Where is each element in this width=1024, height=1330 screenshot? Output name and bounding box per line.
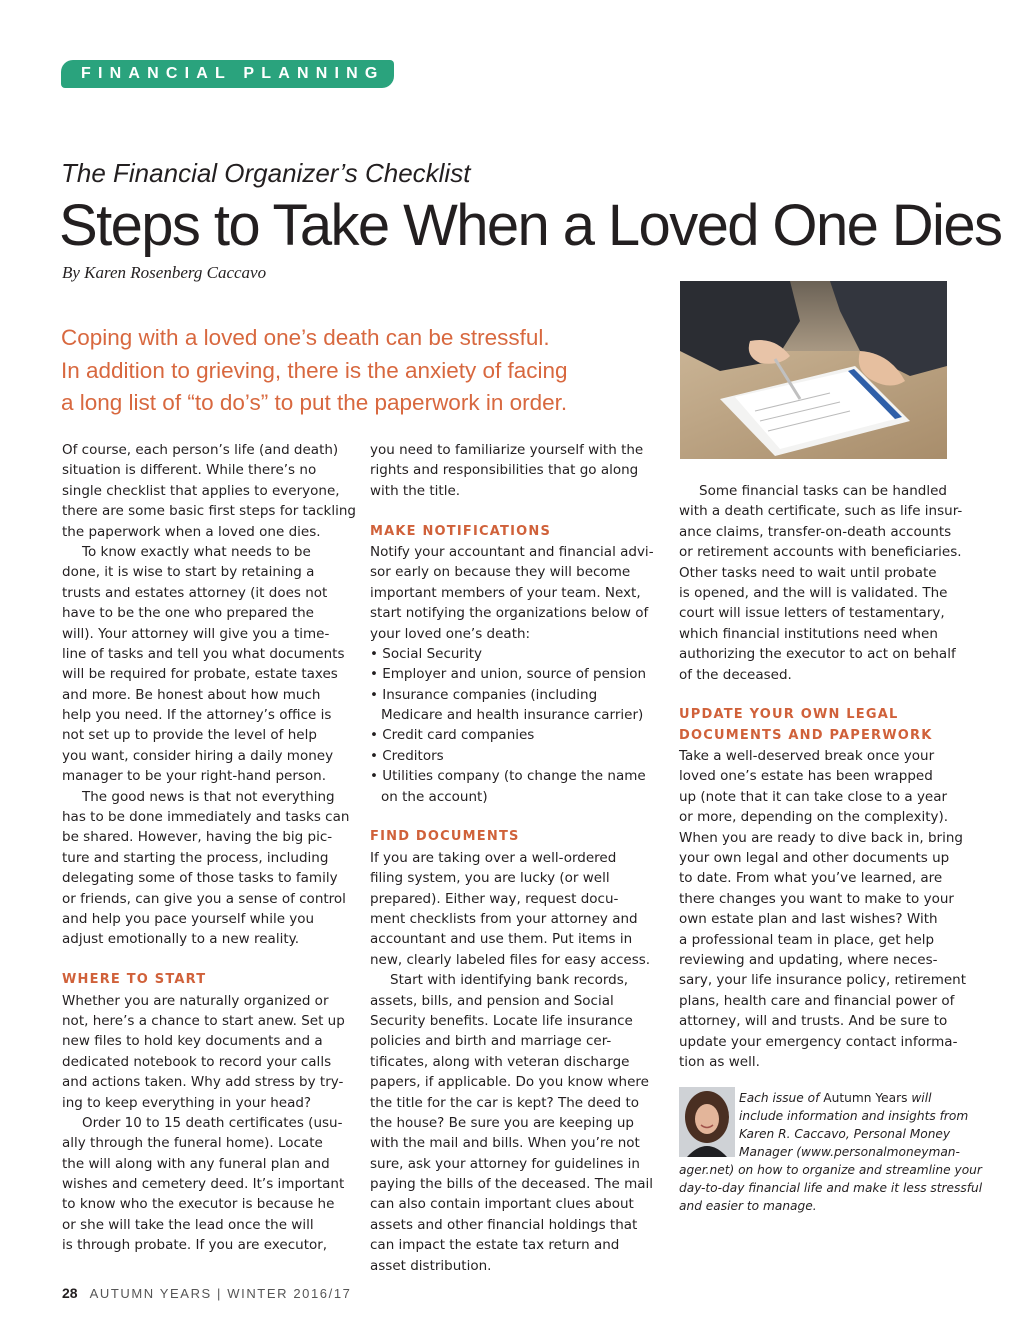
- bio-text: will: [907, 1091, 932, 1105]
- body-text-line: Medicare and health insurance carrier): [381, 707, 644, 724]
- body-text-line: your own legal and other documents up: [679, 850, 950, 867]
- body-text-line: Other tasks need to wait until probate: [679, 564, 937, 581]
- body-text-line: is opened, and the will is validated. The: [679, 584, 948, 601]
- body-text-line: If you are taking over a well-ordered: [370, 849, 617, 866]
- body-text-line: and more. Be honest about how much: [62, 686, 321, 703]
- body-text-line: be shared. However, having the big pic-: [62, 829, 333, 846]
- hero-photo: [680, 281, 947, 459]
- section-heading: MAKE NOTIFICATIONS: [370, 523, 552, 539]
- body-text-line: you need to familiarize yourself with the: [370, 442, 644, 458]
- body-text-line: sor early on because they will become: [370, 564, 631, 581]
- paragraph-spacer: [62, 950, 356, 970]
- body-text-line: or she will take the lead once the will: [62, 1216, 314, 1233]
- bio-text: ager.net) on how to organize and streamline your: [679, 1163, 982, 1177]
- bio-text: include information and insights from: [739, 1109, 969, 1123]
- bullet-item: • Creditors: [370, 747, 444, 764]
- body-text-line: will be required for probate, estate taxes: [62, 666, 338, 683]
- body-text-line: on the account): [381, 788, 488, 805]
- body-text-line: ally through the funeral home). Locate: [62, 1135, 323, 1152]
- body-text-line: Some financial tasks can be handled: [699, 483, 947, 499]
- body-text-line: you want, consider hiring a daily money: [62, 747, 334, 764]
- article-column-2: [370, 440, 654, 1276]
- bullet-item: • Employer and union, source of pension: [370, 666, 647, 683]
- body-text-line: not, here’s a chance to start anew. Set up: [62, 1012, 345, 1029]
- body-text-line: to date. From what you’ve learned, are: [679, 870, 943, 887]
- deck-line: In addition to grieving, there is the anxiety of facing: [61, 357, 568, 383]
- bullet-item: • Social Security: [370, 645, 483, 662]
- bullet-item: • Insurance companies (including: [370, 686, 598, 703]
- body-text-line: assets and other financial holdings that: [370, 1216, 638, 1233]
- body-text-line: there are some basic first steps for tackling: [62, 503, 356, 520]
- body-text-line: with the mail and bills. When you’re not: [370, 1135, 640, 1152]
- body-text-line: of the deceased.: [679, 666, 792, 683]
- body-text-line: update your emergency contact informa-: [679, 1033, 958, 1050]
- bullet-item: • Credit card companies: [370, 727, 535, 744]
- body-text-line: Security benefits. Locate life insurance: [370, 1012, 633, 1029]
- body-text-line: have to be the one who prepared the: [62, 605, 314, 622]
- body-text-line: the paperwork when a loved one dies.: [62, 523, 321, 540]
- paragraph-spacer: [370, 807, 654, 827]
- bio-text: Karen R. Caccavo, Personal Money: [739, 1127, 951, 1141]
- body-text-line: the house? Be sure you are keeping up: [370, 1114, 634, 1131]
- body-text-line: prepared). Either way, request docu-: [370, 890, 619, 907]
- body-text-line: with a death certificate, such as life insur-: [679, 503, 963, 520]
- hands-signing-document-image: [680, 281, 947, 459]
- body-text-line: new, clearly labeled files for easy access.: [370, 951, 651, 968]
- body-text-line: The good news is that not everything: [82, 788, 335, 805]
- body-text-line: new files to hold key documents and a: [62, 1033, 323, 1050]
- body-text-line: sure, ask your attorney for guidelines in: [370, 1155, 640, 1172]
- body-text-line: tificates, along with veteran discharge: [370, 1053, 630, 1070]
- body-text-line: done, it is wise to start by retaining a: [62, 564, 315, 581]
- body-text-line: loved one’s estate has been wrapped: [679, 768, 933, 785]
- body-text-line: Notify your accountant and financial advi-: [370, 543, 654, 560]
- body-text-line: there changes you want to make to your: [679, 890, 954, 907]
- body-text-line: not set up to provide the level of help: [62, 727, 317, 744]
- body-text-line: or retirement accounts with beneficiaries.: [679, 544, 962, 561]
- body-text-line: which financial institutions need when: [679, 625, 938, 642]
- article-headline: Steps to Take When a Loved One Dies: [59, 193, 1002, 258]
- page-footer: [62, 1285, 352, 1301]
- body-text-line: ing to keep everything in your head?: [62, 1094, 312, 1111]
- body-text-line: rights and responsibilities that go along: [370, 462, 639, 479]
- body-text-line: filing system, you are lucky (or well: [370, 870, 610, 887]
- body-text-line: sary, your life insurance policy, retirement: [679, 972, 967, 989]
- body-text-line: delegating some of those tasks to family: [62, 870, 338, 887]
- body-text-line: or more, depending on the complexity).: [679, 809, 949, 826]
- deck-line: Coping with a loved one’s death can be stressful.: [61, 325, 550, 350]
- bio-text: day-to-day financial life and make it less stressful: [679, 1181, 983, 1195]
- bio-text: Each issue of: [739, 1091, 824, 1105]
- body-text-line: When you are ready to dive back in, bring: [679, 829, 963, 846]
- body-text-line: wishes and cemetery deed. It’s important: [62, 1176, 345, 1193]
- publication-name: Autumn Years: [823, 1091, 908, 1105]
- body-text-line: manager to be your right-hand person.: [62, 768, 327, 785]
- article-column-3: [679, 481, 966, 1072]
- body-text-line: asset distribution.: [370, 1257, 492, 1274]
- body-text-line: up (note that it can take close to a year: [679, 788, 948, 805]
- body-text-line: Take a well-deserved break once your: [679, 748, 935, 765]
- body-text-line: your loved one’s death:: [370, 625, 531, 642]
- section-heading: UPDATE YOUR OWN LEGAL: [679, 707, 899, 723]
- body-text-line: is through probate. If you are executor,: [62, 1237, 328, 1254]
- body-text-line: authorizing the executor to act on behalf: [679, 646, 956, 663]
- body-text-line: assets, bills, and pension and Social: [370, 992, 614, 1009]
- body-text-line: a professional team in place, get help: [679, 931, 935, 948]
- body-text-line: situation is different. While there’s no: [62, 462, 317, 479]
- body-text-line: the will along with any funeral plan and: [62, 1155, 330, 1172]
- body-text-line: Of course, each person’s life (and death): [62, 442, 339, 458]
- body-text-line: can also contain important clues about: [370, 1196, 634, 1213]
- body-text-line: dedicated notebook to record your calls: [62, 1053, 332, 1070]
- body-text-line: plans, health care and financial power of: [679, 992, 955, 1009]
- body-text-line: ment checklists from your attorney and: [370, 910, 638, 927]
- bio-text: and easier to manage.: [679, 1199, 817, 1213]
- article-kicker: The Financial Organizer’s Checklist: [61, 158, 471, 188]
- body-text-line: start notifying the organizations below of: [370, 605, 649, 622]
- section-heading: DOCUMENTS AND PAPERWORK: [679, 727, 933, 743]
- body-text-line: will). Your attorney will give you a time-: [62, 625, 330, 642]
- page-number: 28: [62, 1285, 78, 1301]
- body-text-line: paying the bills of the deceased. The mail: [370, 1176, 654, 1193]
- author-bio: [679, 1089, 983, 1215]
- paragraph-spacer: [679, 685, 966, 705]
- paragraph-spacer: [370, 501, 654, 521]
- section-heading: WHERE TO START: [62, 972, 207, 988]
- body-text-line: Whether you are naturally organized or: [62, 992, 329, 1009]
- body-text-line: reviewing and updating, where neces-: [679, 951, 938, 968]
- body-text-line: ance claims, transfer-on-death accounts: [679, 523, 952, 540]
- body-text-line: or friends, can give you a sense of control: [62, 890, 346, 907]
- body-text-line: with the title.: [370, 482, 461, 499]
- body-text-line: and actions taken. Why add stress by try-: [62, 1074, 344, 1091]
- article-byline: By Karen Rosenberg Caccavo: [62, 263, 267, 282]
- body-text-line: accountant and use them. Put items in: [370, 931, 633, 948]
- body-text-line: To know exactly what needs to be: [82, 543, 311, 560]
- body-text-line: to know who the executor is because he: [62, 1196, 335, 1213]
- deck-line: a long list of “to do’s” to put the paperwork in order.: [61, 390, 568, 416]
- section-heading: FIND DOCUMENTS: [370, 829, 520, 845]
- body-text-line: important members of your team. Next,: [370, 584, 641, 601]
- section-tag: FINANCIAL PLANNING: [61, 60, 394, 88]
- body-text-line: tion as well.: [679, 1053, 760, 1070]
- body-text-line: has to be done immediately and tasks can: [62, 809, 350, 826]
- body-text-line: ture and starting the process, including: [62, 849, 329, 866]
- body-text-line: the title for the car is kept? The deed to: [370, 1094, 639, 1111]
- bullet-item: • Utilities company (to change the name: [370, 768, 646, 785]
- article-deck: [61, 322, 661, 420]
- body-text-line: help you need. If the attorney’s office is: [62, 707, 332, 724]
- body-text-line: policies and birth and marriage cer-: [370, 1033, 612, 1050]
- bio-text: Manager (www.personalmoneyman-: [739, 1145, 960, 1159]
- body-text-line: single checklist that applies to everyone,: [62, 482, 340, 499]
- body-text-line: and help you pace yourself while you: [62, 910, 315, 927]
- body-text-line: adjust emotionally to a new reality.: [62, 931, 299, 948]
- body-text-line: line of tasks and tell you what documents: [62, 645, 345, 662]
- body-text-line: court will issue letters of testamentary,: [679, 605, 945, 622]
- body-text-line: attorney, will and trusts. And be sure to: [679, 1013, 948, 1030]
- body-text-line: trusts and estates attorney (it does not: [62, 584, 328, 601]
- article-column-1: [62, 440, 356, 1256]
- body-text-line: Order 10 to 15 death certificates (usu-: [82, 1114, 343, 1131]
- publication-issue: AUTUMN YEARS | WINTER 2016/17: [89, 1286, 352, 1301]
- body-text-line: can impact the estate tax return and: [370, 1237, 620, 1254]
- body-text-line: papers, if applicable. Do you know where: [370, 1074, 649, 1091]
- body-text-line: Start with identifying bank records,: [390, 972, 629, 989]
- body-text-line: own estate plan and last wishes? With: [679, 911, 938, 928]
